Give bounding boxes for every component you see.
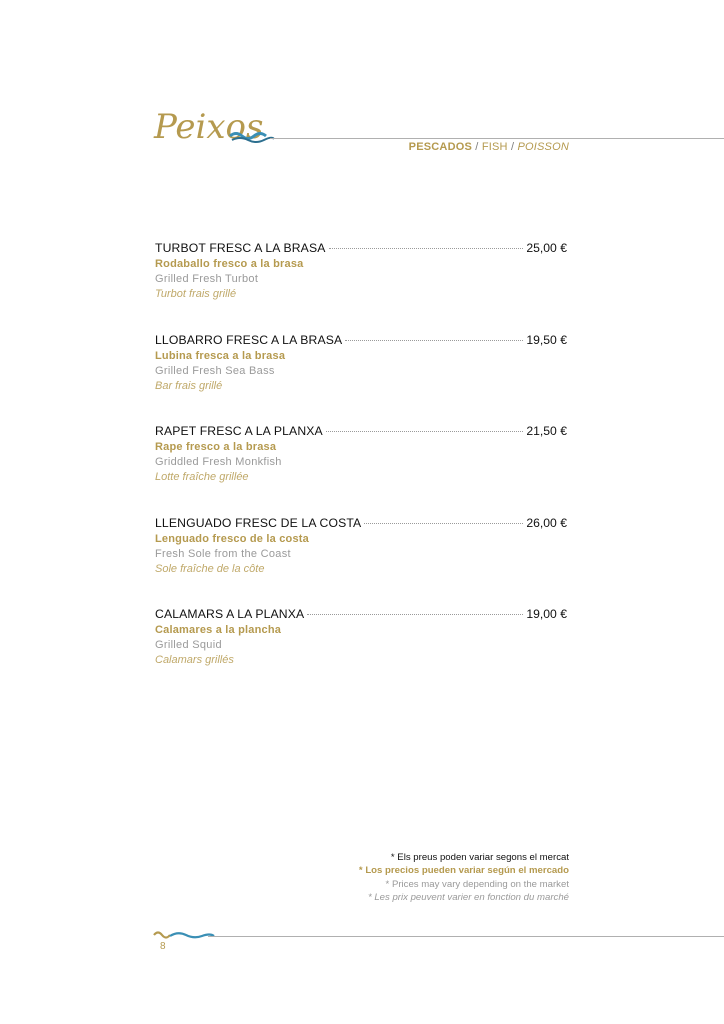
menu-item <box>155 516 567 577</box>
item-name-fr: Bar frais grillé <box>155 379 223 392</box>
section-title: Peixos <box>154 107 264 147</box>
menu-item <box>155 333 567 394</box>
item-name-fr: Turbot frais grillé <box>155 288 237 300</box>
subtitle-es: PESCADOS <box>408 141 473 153</box>
item-name-fr: Calamars grillés <box>155 654 234 666</box>
dot-leader <box>326 431 524 432</box>
item-price: 26,00 € <box>526 515 567 530</box>
item-name-en: Grilled Fresh Sea Bass <box>155 364 275 377</box>
menu-item <box>155 241 567 302</box>
price-notes <box>359 851 569 904</box>
dot-leader <box>364 523 523 524</box>
note-en: * Prices may vary depending on the market <box>385 878 569 890</box>
item-name-es: Rodaballo fresco a la brasa <box>155 258 304 270</box>
menu-list <box>155 241 567 699</box>
item-name-ca: CALAMARS A LA PLANXA <box>155 607 305 621</box>
item-price: 21,50 € <box>526 424 567 438</box>
item-name-es: Rape fresco a la brasa <box>155 441 277 453</box>
item-price: 19,50 € <box>526 332 567 347</box>
subtitle-separator: / <box>510 141 515 153</box>
item-name-ca: LLOBARRO FRESC A LA BRASA <box>155 332 343 347</box>
subtitle-en: FISH <box>481 141 508 153</box>
footer-wave-icon <box>152 926 724 942</box>
item-name-fr: Lotte fraîche grillée <box>155 471 249 483</box>
item-name-ca: LLENGUADO FRESC DE LA COSTA <box>155 515 362 530</box>
menu-item <box>155 607 567 668</box>
item-name-en: Grilled Squid <box>155 639 222 651</box>
item-price: 19,00 € <box>526 607 567 621</box>
item-price: 25,00 € <box>526 241 567 255</box>
note-es: * Los precios pueden variar según el mercado <box>358 865 569 877</box>
subtitle-separator: / <box>475 141 479 153</box>
item-name-en: Griddled Fresh Monkfish <box>155 456 282 468</box>
section-subtitle <box>409 141 569 153</box>
dot-leader <box>329 248 524 249</box>
note-fr: * Les prix peuvent varier en fonction du marché <box>367 891 569 903</box>
item-name-en: Grilled Fresh Turbot <box>155 273 259 285</box>
item-name-ca: RAPET FRESC A LA PLANXA <box>155 424 323 438</box>
dot-leader <box>345 340 523 341</box>
page-number: 8 <box>160 941 166 952</box>
note-ca: * Els preus poden variar segons el mercat <box>390 852 569 863</box>
item-name-es: Lubina fresca a la brasa <box>155 349 286 362</box>
item-name-ca: TURBOT FRESC A LA BRASA <box>155 241 326 255</box>
item-name-es: Calamares a la plancha <box>155 624 282 636</box>
item-name-fr: Sole fraîche de la côte <box>155 562 265 575</box>
subtitle-fr: POISSON <box>517 141 569 153</box>
item-name-en: Fresh Sole from the Coast <box>155 547 291 560</box>
dot-leader <box>307 614 523 615</box>
item-name-es: Lenguado fresco de la costa <box>155 532 309 545</box>
menu-item <box>155 424 567 485</box>
